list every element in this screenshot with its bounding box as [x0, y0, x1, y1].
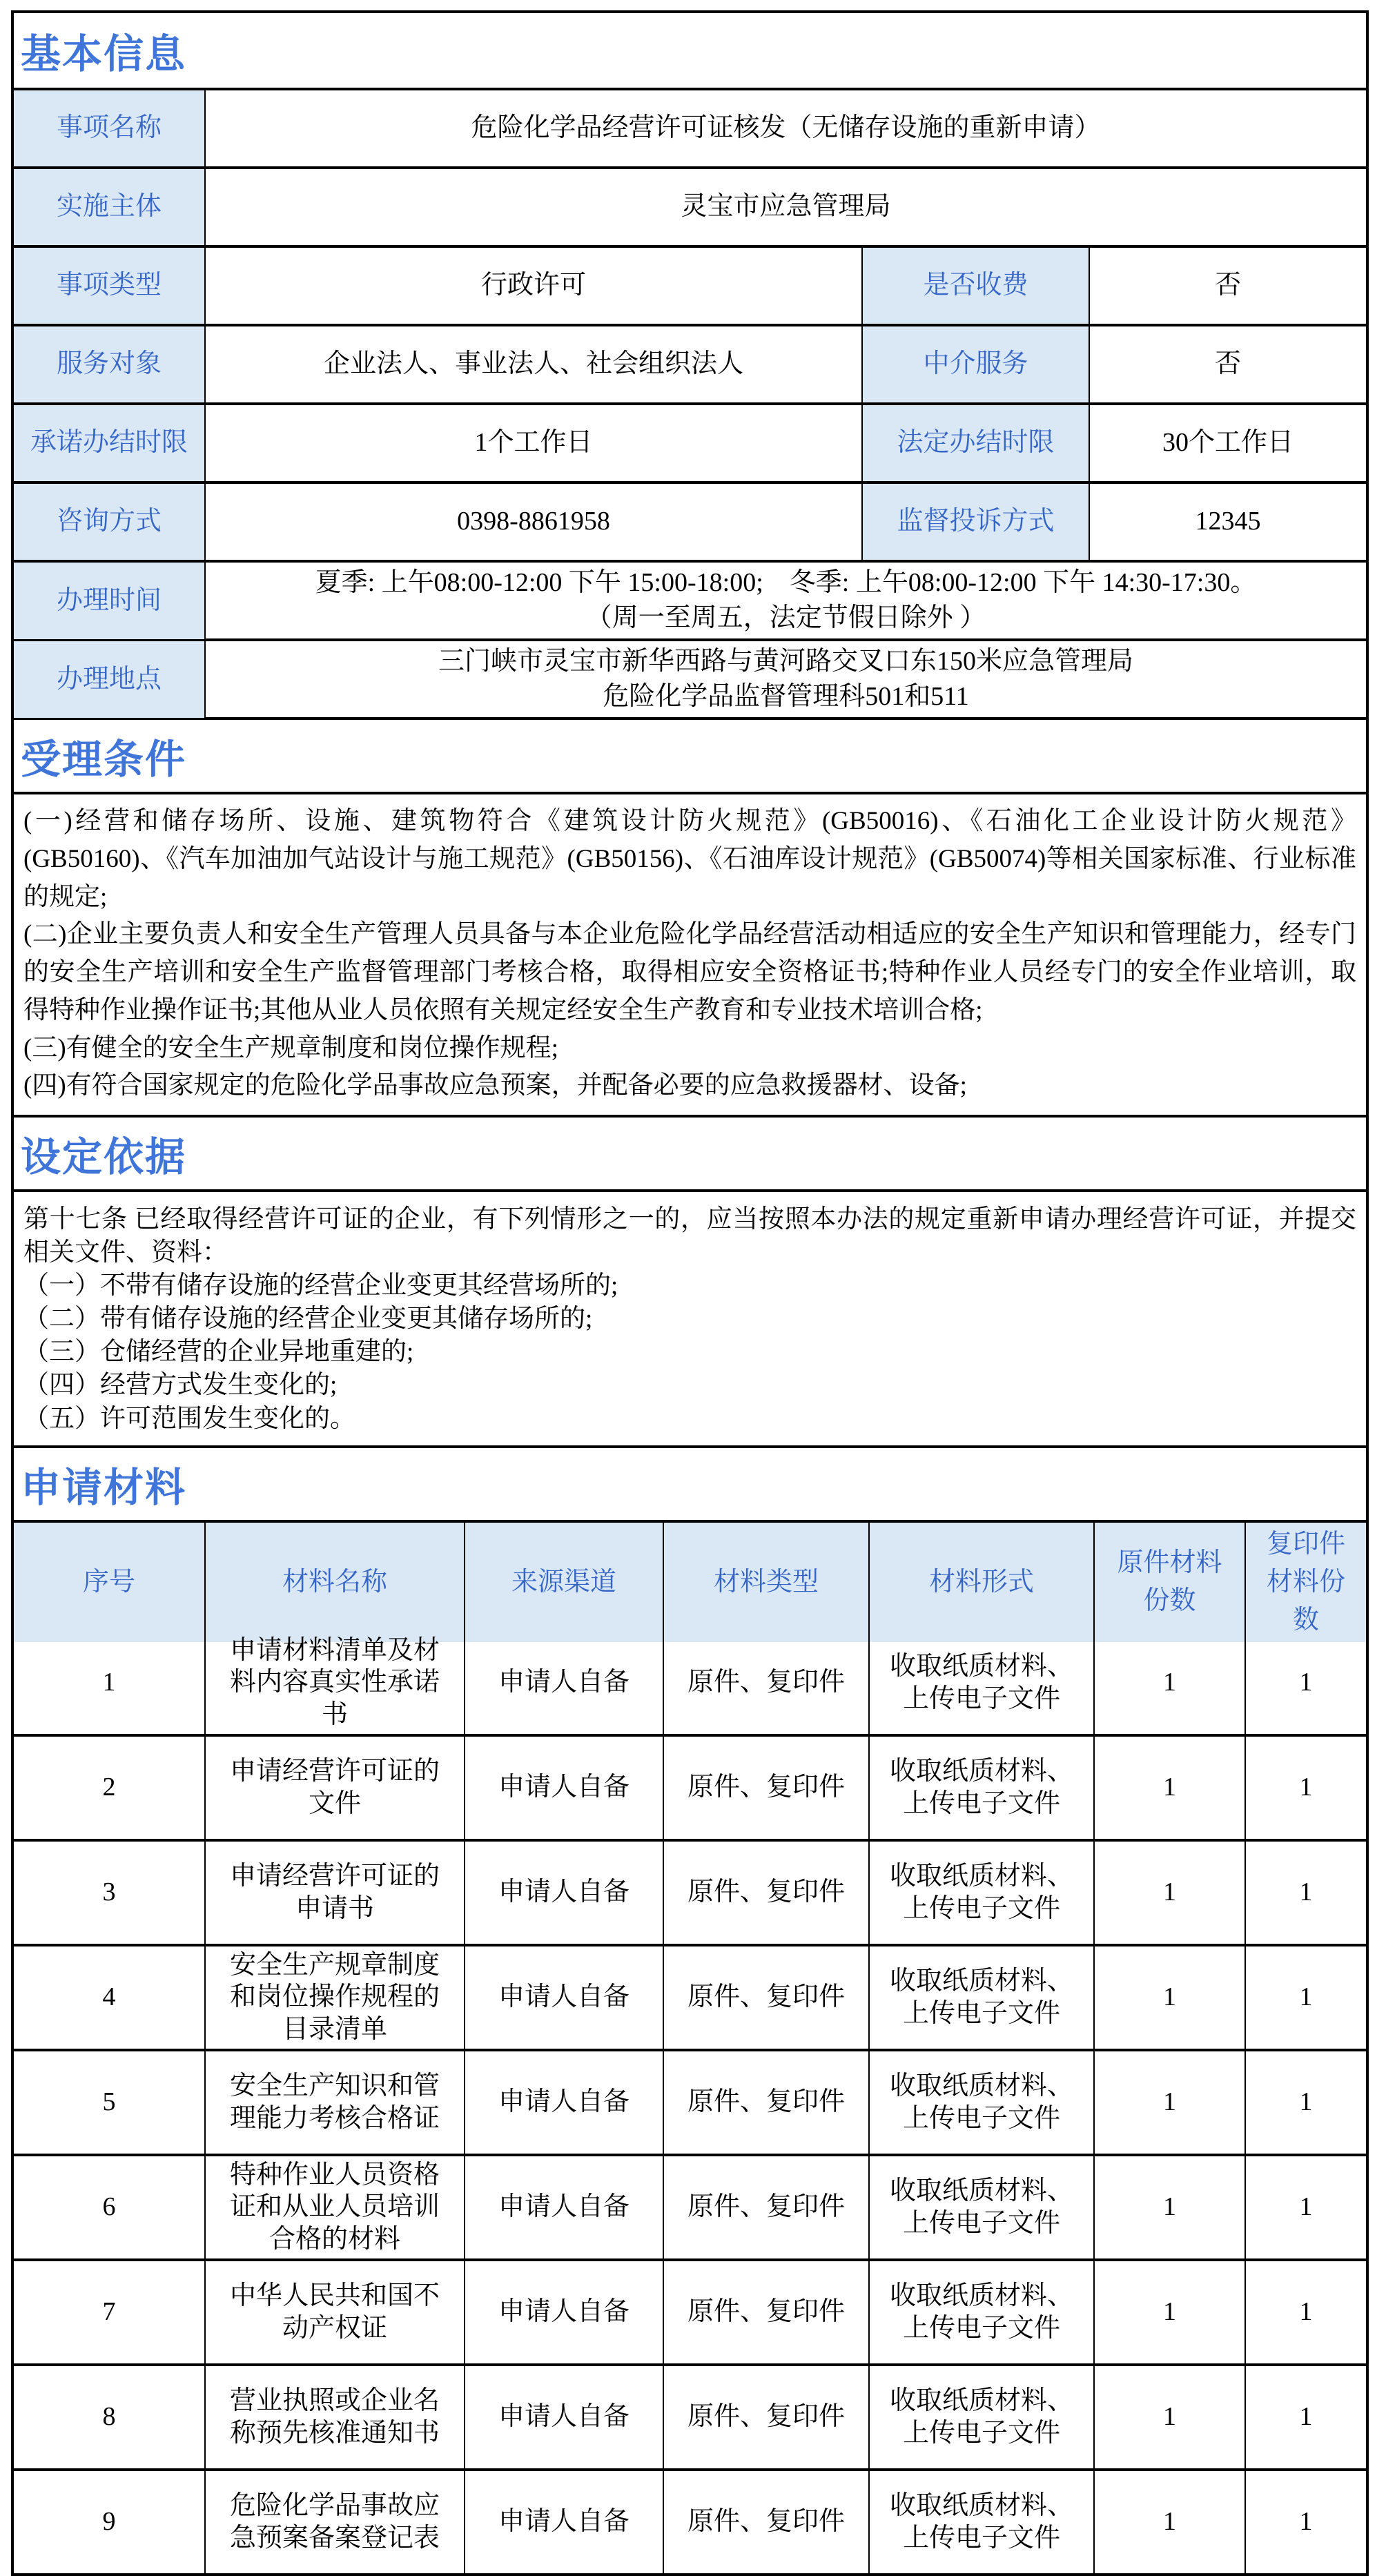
col-photocopy-copies: 1 [1245, 2366, 1366, 2468]
basic-info-row [14, 324, 1366, 402]
col-no: 4 [102, 1982, 116, 2012]
setting-basis-text [14, 1189, 1366, 1445]
field-value-line: （周一至周五，法定节假日除外 ） [585, 603, 986, 633]
field-value [204, 563, 1366, 639]
section-title-basis: 设定依据 [14, 1115, 1366, 1189]
col-no: 2 [102, 1773, 116, 1802]
field-value-line: 三门峡市灵宝市新华西路与黄河路交叉口东150米应急管理局 [438, 647, 1133, 676]
col-original-copies: 1 [1093, 2261, 1245, 2363]
materials-header-cell: 原件材料份数 [1093, 1523, 1245, 1642]
col-material-form: 收取纸质材料、上传电子文件 [868, 2051, 1093, 2154]
field-label: 法定办结时限 [861, 405, 1089, 481]
col-source-channel: 申请人自备 [464, 2471, 663, 2573]
col-material-name: 危险化学品事故应急预案备案登记表 [204, 2471, 464, 2573]
col-no: 8 [102, 2402, 116, 2432]
col-no: 1 [102, 1668, 116, 1697]
field-value [204, 641, 1366, 718]
materials-header-cell: 复印件材料份数 [1245, 1523, 1366, 1642]
col-material-name: 安全生产规章制度和岗位操作规程的目录清单 [204, 1946, 464, 2049]
col-original-copies: 1 [1093, 2051, 1245, 2154]
service-info-sheet [11, 10, 1369, 2576]
col-material-type: 原件、复印件 [663, 2051, 868, 2154]
col-material-form: 收取纸质材料、上传电子文件 [868, 1632, 1093, 1734]
materials-table-row [14, 2049, 1366, 2154]
materials-table-row [14, 2258, 1366, 2363]
col-material-type: 原件、复印件 [663, 1632, 868, 1734]
col-original-copies: 1 [1093, 2366, 1245, 2468]
field-label: 事项类型 [14, 248, 204, 324]
col-material-form: 收取纸质材料、上传电子文件 [868, 2471, 1093, 2573]
materials-table-row [14, 2363, 1366, 2468]
acceptance-condition-item: (二)企业主要负责人和安全生产管理人员具备与本企业危险化学品经营活动相适应的安全生产知识和管理能力，经专门的安全生产培训和安全生产监督管理部门考核合格，取得相应安全资格证书;特种作业人员经专门的安全作业培训，取得特种作业操作证书;其他从业人员依照有关规定经安全生产教育和专业技术培训合格; [23, 920, 1356, 1024]
col-material-name: 申请经营许可证的文件 [204, 1737, 464, 1839]
col-material-form: 收取纸质材料、上传电子文件 [868, 2261, 1093, 2363]
col-material-name: 申请经营许可证的申请书 [204, 1842, 464, 1944]
col-material-name: 中华人民共和国不动产权证 [204, 2261, 464, 2363]
col-source-channel: 申请人自备 [464, 1632, 663, 1734]
field-label: 监督投诉方式 [861, 484, 1089, 560]
field-value: 行政许可 [204, 248, 861, 324]
materials-header-cell: 材料形式 [868, 1523, 1093, 1642]
acceptance-condition-item: (三)有健全的安全生产规章制度和岗位操作规程; [23, 1033, 558, 1062]
materials-table-row [14, 1944, 1366, 2049]
field-value-line: 夏季: 上午08:00-12:00 下午 15:00-18:00; 冬季: 上午08:00-12:00 下午 14:30-17:30。 [315, 568, 1257, 597]
col-source-channel: 申请人自备 [464, 1737, 663, 1839]
basis-item: （二）带有储存设施的经营企业变更其储存场所的; [23, 1305, 593, 1334]
acceptance-conditions-text [14, 792, 1366, 1115]
col-original-copies: 1 [1093, 2471, 1245, 2573]
col-no: 6 [102, 2192, 116, 2222]
basic-info-row [14, 166, 1366, 245]
col-material-form: 收取纸质材料、上传电子文件 [868, 2156, 1093, 2258]
field-label: 承诺办结时限 [14, 405, 204, 481]
materials-header-cell: 材料类型 [663, 1523, 868, 1642]
col-original-copies: 1 [1093, 1842, 1245, 1944]
col-source-channel: 申请人自备 [464, 2366, 663, 2468]
col-material-name: 安全生产知识和管理能力考核合格证 [204, 2051, 464, 2154]
basic-info-row [14, 245, 1366, 324]
basic-info-row [14, 638, 1366, 717]
field-label: 办理时间 [14, 563, 204, 639]
col-material-type: 原件、复印件 [663, 1737, 868, 1839]
col-material-type: 原件、复印件 [663, 1946, 868, 2049]
materials-header-cell: 序号 [14, 1523, 204, 1642]
col-material-form: 收取纸质材料、上传电子文件 [868, 1737, 1093, 1839]
section-title-materials: 申请材料 [14, 1445, 1366, 1520]
field-value: 1个工作日 [204, 405, 861, 481]
materials-header-cell: 来源渠道 [464, 1523, 663, 1642]
basis-item: （五）许可范围发生变化的。 [23, 1404, 355, 1433]
col-photocopy-copies: 1 [1245, 1632, 1366, 1734]
basis-item: （四）经营方式发生变化的; [23, 1371, 338, 1400]
section-title-basic-info: 基本信息 [21, 32, 187, 77]
section-title-acceptance: 受理条件 [14, 717, 1366, 792]
col-photocopy-copies: 1 [1245, 1946, 1366, 2049]
col-no: 3 [102, 1877, 116, 1907]
col-material-form: 收取纸质材料、上传电子文件 [868, 1946, 1093, 2049]
acceptance-condition-item: (一)经营和储存场所、设施、建筑物符合《建筑设计防火规范》(GB50016)、《石油化工企业设计防火规范》(GB50160)、《汽车加油加气站设计与施工规范》(GB50156)、《石油库设计规范》(GB50074)等相关国家标准、行业标准的规定; [23, 807, 1356, 911]
materials-table-row [14, 1629, 1366, 1734]
field-label: 咨询方式 [14, 484, 204, 560]
field-value: 否 [1089, 326, 1366, 402]
materials-header-cell: 材料名称 [204, 1523, 464, 1642]
basis-intro: 第十七条 已经取得经营许可证的企业，有下列情形之一的，应当按照本办法的规定重新申请办理经营许可证，并提交相关文件、资料： [23, 1205, 1356, 1267]
basic-info-row [14, 88, 1366, 166]
col-no: 5 [102, 2087, 116, 2117]
col-photocopy-copies: 1 [1245, 1737, 1366, 1839]
col-original-copies: 1 [1093, 1632, 1245, 1734]
col-source-channel: 申请人自备 [464, 1842, 663, 1944]
col-material-name: 特种作业人员资格证和从业人员培训合格的材料 [204, 2156, 464, 2258]
col-material-form: 收取纸质材料、上传电子文件 [868, 2366, 1093, 2468]
col-source-channel: 申请人自备 [464, 2051, 663, 2154]
field-value: 30个工作日 [1089, 405, 1366, 481]
basic-info-table [14, 88, 1366, 717]
col-material-form: 收取纸质材料、上传电子文件 [868, 1842, 1093, 1944]
field-value: 危险化学品经营许可证核发（无储存设施的重新申请） [204, 90, 1366, 166]
field-label: 事项名称 [14, 90, 204, 166]
materials-table-row [14, 1839, 1366, 1944]
field-label: 是否收费 [861, 248, 1089, 324]
basis-item: （三）仓储经营的企业异地重建的; [23, 1338, 414, 1367]
col-original-copies: 1 [1093, 2156, 1245, 2258]
col-material-name: 申请材料清单及材料内容真实性承诺书 [204, 1632, 464, 1734]
materials-table-row [14, 1734, 1366, 1839]
col-original-copies: 1 [1093, 1737, 1245, 1839]
col-source-channel: 申请人自备 [464, 2261, 663, 2363]
col-photocopy-copies: 1 [1245, 2051, 1366, 2154]
materials-table-header [14, 1520, 1366, 1635]
field-value: 否 [1089, 248, 1366, 324]
field-label: 服务对象 [14, 326, 204, 402]
col-material-type: 原件、复印件 [663, 2156, 868, 2258]
col-photocopy-copies: 1 [1245, 2261, 1366, 2363]
col-source-channel: 申请人自备 [464, 1946, 663, 2049]
col-no: 7 [102, 2297, 116, 2327]
field-value: 企业法人、事业法人、社会组织法人 [204, 326, 861, 402]
basic-info-row [14, 402, 1366, 481]
col-material-type: 原件、复印件 [663, 2366, 868, 2468]
field-label: 实施主体 [14, 169, 204, 245]
col-material-name: 营业执照或企业名称预先核准通知书 [204, 2366, 464, 2468]
field-value: 0398-8861958 [204, 484, 861, 560]
materials-table-row [14, 2154, 1366, 2258]
basic-info-row [14, 481, 1366, 560]
col-original-copies: 1 [1093, 1946, 1245, 2049]
materials-table-row [14, 2468, 1366, 2573]
field-value: 灵宝市应急管理局 [204, 169, 1366, 245]
field-value: 12345 [1089, 484, 1366, 560]
col-photocopy-copies: 1 [1245, 2471, 1366, 2573]
col-no: 9 [102, 2507, 116, 2537]
col-material-type: 原件、复印件 [663, 2261, 868, 2363]
col-material-type: 原件、复印件 [663, 1842, 868, 1944]
acceptance-condition-item: (四)有符合国家规定的危险化学品事故应急预案，并配备必要的应急救援器材、设备; [23, 1071, 967, 1100]
basic-info-row [14, 560, 1366, 638]
col-photocopy-copies: 1 [1245, 1842, 1366, 1944]
field-label: 办理地点 [14, 641, 204, 718]
col-material-type: 原件、复印件 [663, 2471, 868, 2573]
field-label: 中介服务 [861, 326, 1089, 402]
basis-item: （一）不带有储存设施的经营企业变更其经营场所的; [23, 1271, 618, 1300]
materials-table [14, 1629, 1366, 2573]
col-photocopy-copies: 1 [1245, 2156, 1366, 2258]
col-source-channel: 申请人自备 [464, 2156, 663, 2258]
field-value-line: 危险化学品监督管理科501和511 [603, 682, 969, 712]
